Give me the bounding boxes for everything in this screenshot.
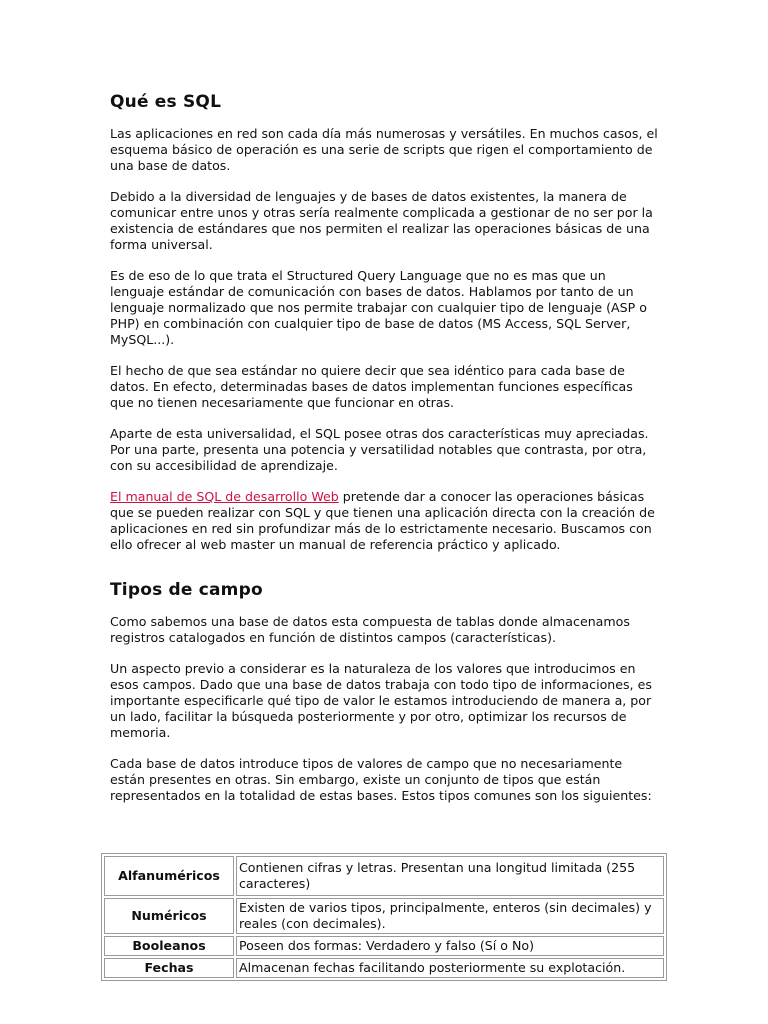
- field-types-table: [101, 853, 667, 981]
- paragraph: Cada base de datos introduce tipos de valores de campo que no necesariamente están presentes en otras. Sin embargo, existe un conjunto de tipos que están representados en la totalidad de estas bases. Estos tipos comunes son los siguientes:: [110, 756, 652, 803]
- paragraph-with-link: [110, 489, 658, 553]
- paragraph: El hecho de que sea estándar no quiere decir que sea idéntico para cada base de datos. En efecto, determinadas bases de datos implementan funciones específicas que no tienen necesariamente que funcionar en otras.: [110, 363, 633, 410]
- paragraph-text: pretende dar a conocer las operaciones básicas que se pueden realizar con SQL y que tienen una aplicación directa con la creación de aplicaciones en red sin profundizar más de lo estrictamente necesario. Buscamos con ello ofrecer al web master un manual de referencia práctico y aplicado.: [110, 489, 655, 552]
- type-name-cell: Numéricos: [104, 898, 234, 934]
- paragraph: Debido a la diversidad de lenguajes y de bases de datos existentes, la manera de comunicar entre unos y otras sería realmente complicada a gestionar de no ser por la existencia de estándares que nos permiten el realizar las operaciones básicas de una forma universal.: [110, 189, 653, 252]
- type-name-cell: Fechas: [104, 958, 234, 978]
- type-description-cell: Almacenan fechas facilitando posteriormente su explotación.: [236, 958, 664, 978]
- paragraph: Aparte de esta universalidad, el SQL posee otras dos características muy apreciadas. Por una parte, presenta una potencia y versatilidad notables que contrasta, por otra, con su accesibilidad de aprendizaje.: [110, 426, 649, 473]
- type-name-cell: Booleanos: [104, 936, 234, 956]
- table-row: [104, 856, 664, 896]
- table-row: [104, 936, 664, 956]
- type-description-cell: Poseen dos formas: Verdadero y falso (Sí o No): [236, 936, 664, 956]
- paragraph: Las aplicaciones en red son cada día más numerosas y versátiles. En muchos casos, el esquema básico de operación es una serie de scripts que rigen el comportamiento de una base de datos.: [110, 126, 658, 173]
- table-row: [104, 958, 664, 978]
- type-description-cell: Existen de varios tipos, principalmente, enteros (sin decimales) y reales (con decimales).: [236, 898, 664, 934]
- paragraph: Es de eso de lo que trata el Structured Query Language que no es mas que un lenguaje estándar de comunicación con bases de datos. Hablamos por tanto de un lenguaje normalizado que nos permite trabajar con cualquier tipo de lenguaje (ASP o PHP) en combinación con cualquier tipo de base de datos (MS Access, SQL Server, MySQL...).: [110, 268, 647, 347]
- table-row: [104, 898, 664, 934]
- manual-sql-link[interactable]: El manual de SQL de desarrollo Web: [110, 489, 339, 504]
- section-title-que-es-sql: Qué es SQL: [110, 92, 222, 112]
- section-title-tipos-de-campo: Tipos de campo: [110, 580, 263, 600]
- paragraph: Como sabemos una base de datos esta compuesta de tablas donde almacenamos registros catalogados en función de distintos campos (características).: [110, 614, 630, 645]
- type-name-cell: Alfanuméricos: [104, 856, 234, 896]
- document-body: [110, 90, 658, 819]
- type-description-cell: Contienen cifras y letras. Presentan una longitud limitada (255 caracteres): [236, 856, 664, 896]
- paragraph: Un aspecto previo a considerar es la naturaleza de los valores que introducimos en esos campos. Dado que una base de datos trabaja con todo tipo de informaciones, es importante especificarle qué tipo de valor le estamos introduciendo de manera a, por un lado, facilitar la búsqueda posteriormente y por otro, optimizar los recursos de memoria.: [110, 661, 652, 740]
